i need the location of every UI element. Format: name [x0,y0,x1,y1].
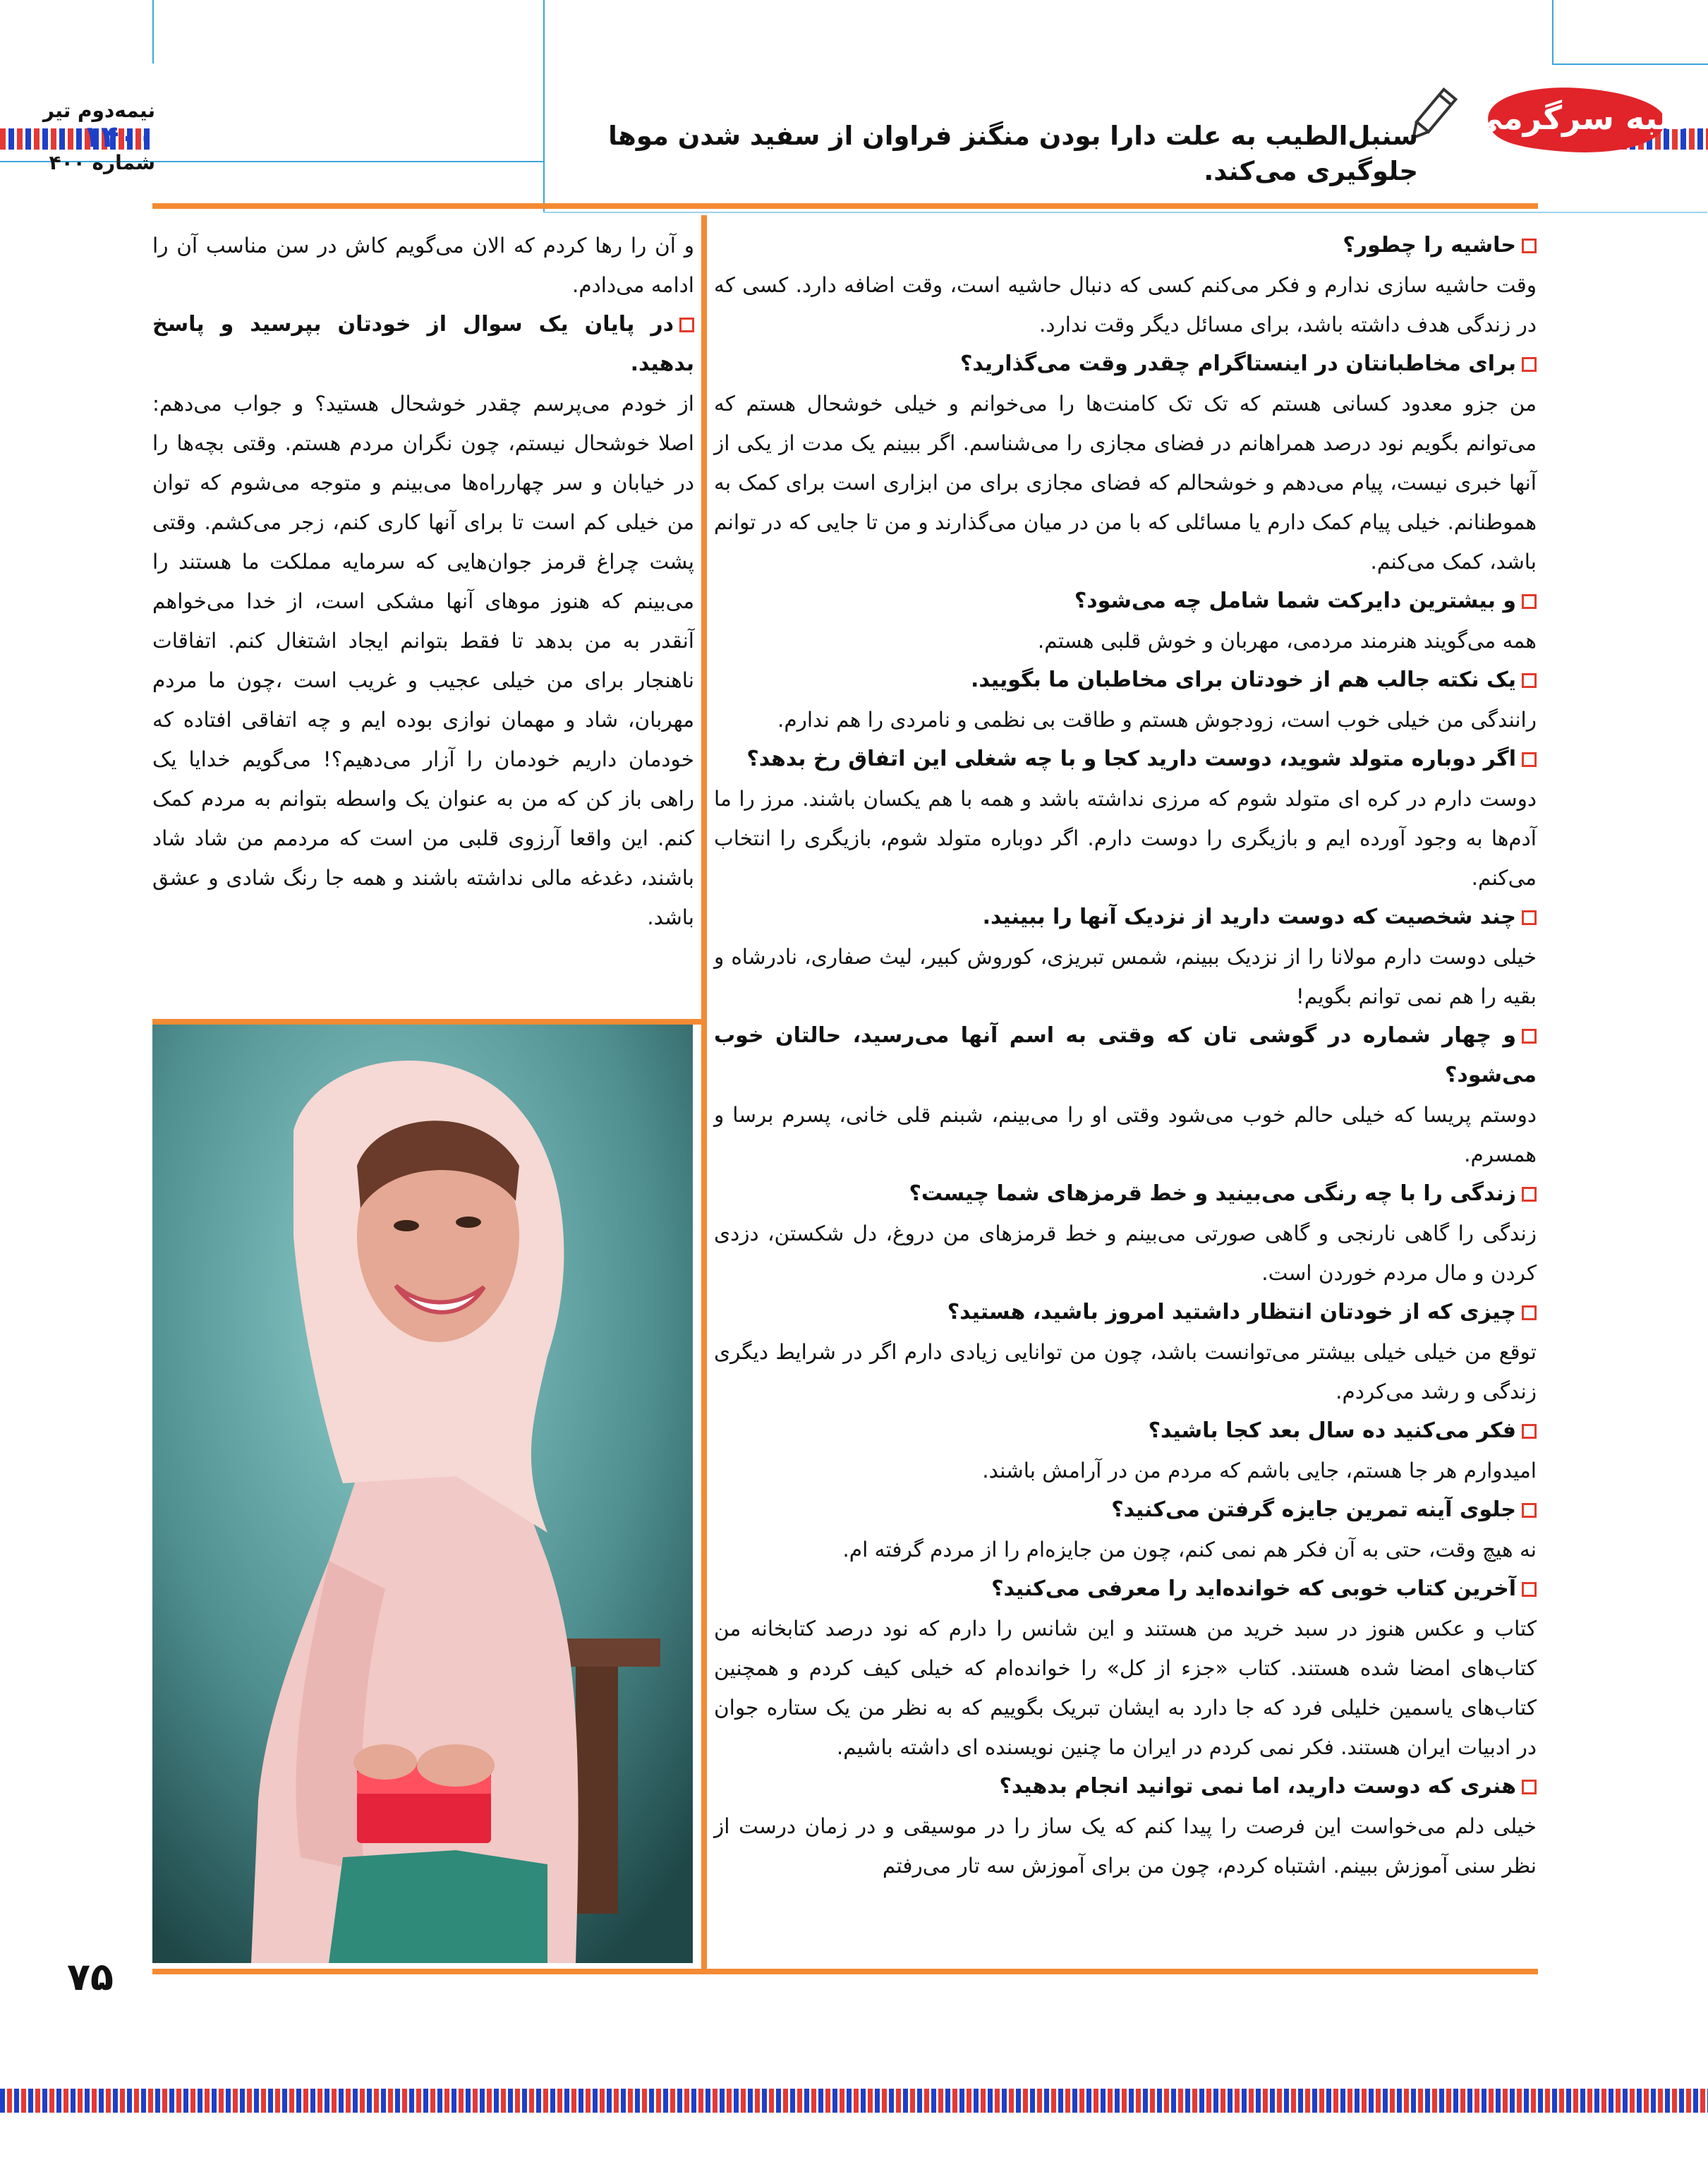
rubric-logo-text: کلبه سرگرمی [1470,99,1691,137]
question-text: چند شخصیت که دوست دارید از نزدیک آنها را ببینید. [982,905,1516,929]
checkbox-icon [1522,1780,1537,1794]
checkbox-icon [1522,910,1537,925]
question-10 [714,1411,1537,1451]
left-column [152,226,694,937]
question-text: هنری که دوست دارید، اما نمی توانید انجام بدهید؟ [999,1774,1516,1799]
answer-4: رانندگی من خیلی خوب است، زودجوش هستم و طاقت بی نظمی و نامردی را هم ندارم. [777,708,1537,732]
question-text: چیزی که از خودتان انتظار داشتید امروز باشید، هستید؟ [947,1300,1516,1324]
crop-guide [1552,64,1708,65]
answer-1: وقت حاشیه سازی ندارم و فکر می‌کنم کسی که دنبال حاشیه است، وقت اضافه دارد. کسی که در زندگی هدف داشته باشد، برای مسائل دیگر وقت ندارد. [714,273,1537,337]
question-5 [714,740,1537,779]
issue-number: شماره ۴۰۰ [49,151,155,174]
bottom-divider [152,1969,1538,1974]
answer-final: از خودم می‌پرسم چقدر خوشحال هستید؟ و جواب می‌دهم: اصلا خوشحال نیستم، چون نگران مردم هستم. وقتی بچه‌ها را در خیابان و سر چهارراه‌ها می‌بینم و متوجه می‌شوم که توان من خیلی کم است تا برای آنها کاری کنم، زجر می‌کشم. وقتی پشت چراغ قرمز جوان‌هایی که سرمایه مملکت ما هستند را می‌بینم که هنوز موهای آنها مشکی است، از خدا می‌خواهم آنقدر به من بدهد تا فقط بتوانم ایجاد اشتغال کنم. اتفاقات ناهنجار برای من خیلی عجیب و غریب است ،چون ما مردم مهربان، شاد و مهمان نوازی بوده ایم و چه اتفاقی افتاده که خودمان داریم خودمان را آزار می‌دهیم؟! می‌گویم خدایا یک راهی باز کن که من به عنوان یک واسطه بتوانم به مردم کمک کنم. این واقعا آرزوی قلبی من است که مردمم من شاد شاد باشند، دغدغه مالی نداشته باشند و همه جا رنگ شادی و عشق باشد. [152,392,694,929]
question-text: و چهار شماره در گوشی تان که وقتی به اسم آنها می‌رسید، حالتان خوب می‌شود؟ [714,1023,1537,1087]
question-text: در پایان یک سوال از خودتان بپرسید و پاسخ بدهید. [152,312,694,376]
question-text: برای مخاطبانتان در اینستاگرام چقدر وقت می‌گذارید؟ [960,351,1516,376]
checkbox-icon [1522,673,1537,688]
crop-guide [543,212,1707,213]
answer-5: دوست دارم در کره ای متولد شوم که مرزی نداشته باشد و همه با هم یکسان باشند. مرز را ما آدم‌ها به وجود آورده ایم و بازیگری را دوست دارم. اگر دوباره متولد شوم، بازیگری را انتخاب می‌کنم. [714,787,1537,890]
question-12 [714,1569,1537,1609]
crop-guide [152,0,154,64]
checkbox-icon [1522,752,1537,767]
checkbox-icon [1522,357,1537,372]
checkbox-icon [1522,594,1537,609]
question-2 [714,344,1537,384]
issue-date: نیمه‌دوم تیر [42,99,155,122]
question-text: زندگی را با چه رنگی می‌بینید و خط قرمزهای شما چیست؟ [909,1181,1516,1206]
answer-12: کتاب و عکس هنوز در سبد خرید من هستند و این شانس را دارم که نود درصد کتابخانه من کتاب‌های امضا شده هستند. کتاب «جزء از کل» را خوانده‌ام که خیلی کیف کردم و همچنین کتاب‌های یاسمین خلیلی فرد که جا دارد به ایشان تبریک بگوییم که به نظر من یک ستاره جوان در ادبیات ایران هستند. فکر نمی کردم در ایران ما چنین نویسنده ای داشته باشیم. [714,1617,1537,1759]
question-text: فکر می‌کنید ده سال بعد کجا باشید؟ [1148,1418,1516,1443]
question-4 [714,660,1537,700]
continuation-text: و آن را رها کردم که الان می‌گویم کاش در سن مناسب آن را ادامه می‌دادم. [152,234,694,297]
answer-3: همه می‌گویند هنرمند مردمی، مهربان و خوش قلبی هستم. [1037,629,1537,653]
crop-guide [1552,0,1553,64]
question-13 [714,1767,1537,1806]
question-1 [714,226,1537,265]
portrait-photo [152,1025,693,1963]
photo-top-rule [152,1019,701,1025]
issue-year: ۱۴۰۰ [83,119,155,154]
question-text: آخرین کتاب خوبی که خوانده‌اید را معرفی می‌کنید؟ [991,1576,1516,1601]
qa-list [714,226,1537,1885]
question-6 [714,898,1537,937]
column-divider [701,215,707,1969]
page-number: ۷۵ [67,1955,114,1999]
answer-2: من جزو معدود کسانی هستم که تک تک کامنت‌ها را می‌خوانم و خیلی خوشحال هستم که می‌توانم بگویم نود درصد همراهانم در فضای مجازی را می‌شناسم. اگر ببینم یک مدت از یکی از آنها خبری نیست، پیام می‌دهم و خوشحالم که فضای مجازی برای من ابزاری است برای کمک به هموطنانم. خیلی پیام کمک دارم یا مسائلی که با من در میان می‌گذارند و من تا جایی که در توانم باشد، کمک می‌کنم. [714,392,1537,574]
question-11 [714,1490,1537,1530]
top-divider [152,203,1538,209]
question-3 [714,581,1537,621]
checkbox-icon [1522,1029,1537,1044]
crop-guide [543,0,545,212]
checkbox-icon [1522,1503,1537,1518]
question-final [152,305,694,384]
question-text: اگر دوباره متولد شوید، دوست دارید کجا و با چه شغلی این اتفاق رخ بدهد؟ [746,747,1516,771]
answer-13: خیلی دلم می‌خواست این فرصت را پیدا کنم که یک ساز را در موسیقی و در زمان درست از نظر سنی آموزش ببینم. اشتباه کردم، چون من برای آموزش سه تار می‌رفتم [714,1814,1537,1878]
question-text: یک نکته جالب هم از خودتان برای مخاطبان ما بگویید. [970,668,1516,692]
question-text: و بیشترین دایرکت شما شامل چه می‌شود؟ [1074,588,1516,613]
answer-10: امیدوارم هر جا هستم، جایی باشم که مردم من در آرامش باشند. [982,1459,1537,1483]
answer-9: توقع من خیلی خیلی بیشتر می‌توانست باشد، چون من توانایی زیادی دارم اگر در شرایط دیگری زندگی و رشد می‌کردم. [714,1340,1537,1404]
question-7 [714,1016,1537,1095]
question-text: جلوی آینه تمرین جایزه گرفتن می‌کنید؟ [1111,1497,1516,1522]
checkbox-icon [1522,1424,1537,1439]
checkbox-icon [1522,1582,1537,1597]
rubric-logo [1470,81,1691,159]
checkbox-icon [1522,1305,1537,1320]
answer-8: زندگی را گاهی نارنجی و گاهی صورتی می‌بینم و خط قرمزهای من دروغ، دل شکستن، دزدی کردن و مال مردم خوردن است. [714,1221,1537,1285]
decorative-pattern-band [0,2089,1708,2113]
issue-info [28,99,155,175]
headline: سنبل‌الطیب به علت دارا بودن منگنز فراوان از سفید شدن موها جلوگیری می‌کند. [608,121,1418,186]
answer-6: خیلی دوست دارم مولانا را از نزدیک ببینم، شمس تبریزی، کوروش کبیر، لیث صفاری، نادرشاه و بقیه را هم نمی توانم بگویم! [714,945,1537,1008]
checkbox-icon [1522,1187,1537,1202]
answer-11: نه هیچ وقت، حتی به آن فکر هم نمی کنم، چون من جایزه‌ام را از مردم گرفته ام. [842,1538,1537,1562]
right-column [714,226,1537,1885]
question-9 [714,1293,1537,1332]
checkbox-icon [1522,239,1537,253]
checkbox-icon [679,318,694,332]
question-8 [714,1174,1537,1214]
answer-7: دوستم پریسا که خیلی حالم خوب می‌شود وقتی او را می‌بینم، شبنم قلی خانی، پسرم برسا و همسرم. [714,1103,1537,1166]
question-text: حاشیه را چطور؟ [1343,233,1516,258]
